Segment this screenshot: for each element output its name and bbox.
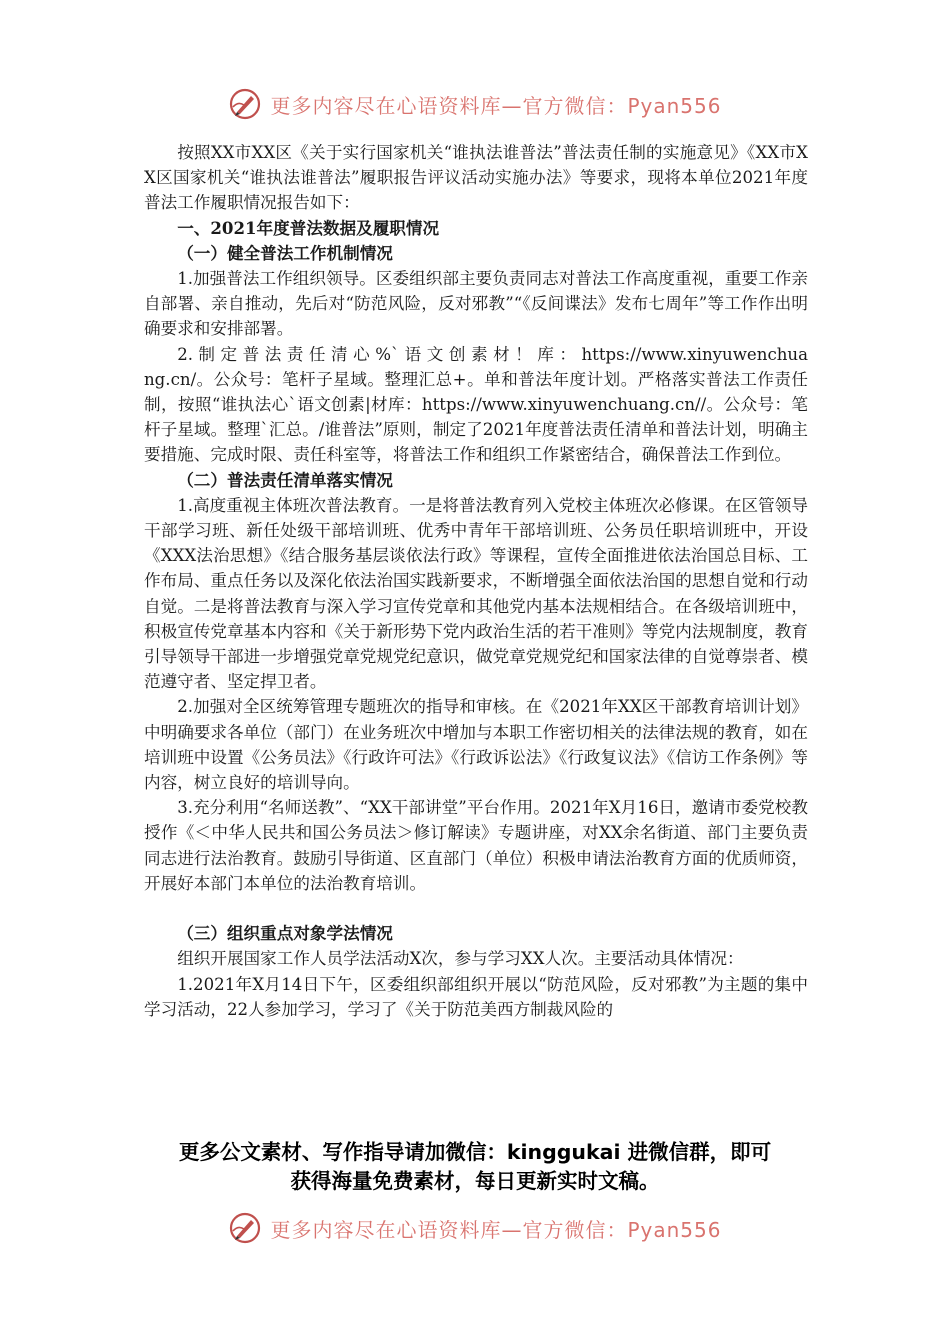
subsection-2-paragraph-1: 1.高度重视主体班次普法教育。一是将普法教育列入党校主体班次必修课。在区管领导干部学习班、新任处级干部培训班、优秀中青年干部培训班、公务员任职培训班中，开设《XXX法治思想》《结合服务基层谈依法行政》等课程，宣传全面推进依法治国总目标、工作布局、重点任务以及深化依法治国实践新要求，不断增强全面依法治国的思想自觉和行动自觉。二是将普法教育与深入学习宣传党章和其他党内基本法规相结合。在各级培训班中，积极宣传党章基本内容和《关于新形势下党内政治生活的若干准则》等党内法规制度，教育引导领导干部进一步增强党章党规党纪意识，做党章党规党纪和国家法律的自觉尊崇者、模范遵守者、坚定捍卫者。 <box>144 495 808 692</box>
footer-banner <box>0 1208 950 1248</box>
subsection-2-heading: （二）普法责任清单落实情况 <box>177 469 393 490</box>
header-banner <box>0 84 950 124</box>
promo-line-2: 获得海量免费素材，每日更新实时文稿。 <box>290 1169 660 1193</box>
subsection-3-paragraph-1: 组织开展国家工作人员学法活动X次，参与学习XX人次。主要活动具体情况： <box>177 949 744 969</box>
intro-paragraph: 按照XX市XX区《关于实行国家机关“谁执法谁普法”普法责任制的实施意见》《XX市XX区国家机关“谁执法谁普法”履职报告评议活动实施办法》等要求，现将本单位2021年度普法工作履职情况报告如下： <box>144 143 808 213</box>
subsection-1-paragraph-2: 2. 制 定 普 法 责 任 清 心 %` 语 文 创 素 材 ！ 库 ： https://www.xinyuwenchuang.cn/。公众号：笔杆子星域。整理汇总+。单和普法年度计划。严格落实普法工作责任制，按照“谁执法心`语文创素|材库：https://www.xinyuwenchuang.cn//。公众号：笔杆子星域。整理`汇总。/谁普法”原则，制定了2021年度普法责任清单和普法计划，明确主要措施、完成时限、责任科室等，将普法工作和组织工作紧密结合，确保普法工作到位。 <box>144 344 808 465</box>
section-1-heading: 一、2021年度普法数据及履职情况 <box>177 217 440 238</box>
promo-notice <box>100 1138 850 1196</box>
pen-logo-icon <box>228 87 262 121</box>
document-body <box>144 140 808 1022</box>
paragraph-gap <box>144 896 808 921</box>
subsection-1-paragraph-1: 1.加强普法工作组织领导。区委组织部主要负责同志对普法工作高度重视，重要工作亲自部署、亲自推动，先后对“防范风险，反对邪教”“《反间谍法》发布七周年”等工作作出明确要求和安排部署。 <box>144 269 808 339</box>
subsection-2-paragraph-3: 3.充分利用“名师送教”、“XX干部讲堂”平台作用。2021年X月16日，邀请市委党校教授作《＜中华人民共和国公务员法＞修订解读》专题讲座，对XX余名街道、部门主要负责同志进行法治教育。鼓励引导街道、区直部门（单位）积极申请法治教育方面的优质师资，开展好本部门本单位的法治教育培训。 <box>144 798 808 893</box>
subsection-1-heading: （一）健全普法工作机制情况 <box>177 242 393 263</box>
subsection-3-paragraph-2: 1.2021年X月14日下午，区委组织部组织开展以“防范风险，反对邪教”为主题的集中学习活动，22人参加学习，学习了《关于防范美西方制裁风险的 <box>144 974 808 1019</box>
banner-text: 更多内容尽在心语资料库—官方微信：Pyan556 <box>270 93 722 118</box>
subsection-3-heading: （三）组织重点对象学法情况 <box>177 923 393 944</box>
banner-text: 更多内容尽在心语资料库—官方微信：Pyan556 <box>270 1217 722 1242</box>
promo-line-1: 更多公文素材、写作指导请加微信：kinggukai 进微信群，即可 <box>178 1140 772 1164</box>
subsection-2-paragraph-2: 2.加强对全区统筹管理专题班次的指导和审核。在《2021年XX区干部教育培训计划》中明确要求各单位（部门）在业务班次中增加与本职工作密切相关的法律法规的教育，如在培训班中设置《公务员法》《行政许可法》《行政诉讼法》《行政复议法》《信访工作条例》等内容，树立良好的培训导向。 <box>144 697 808 793</box>
pen-logo-icon <box>228 1211 262 1245</box>
